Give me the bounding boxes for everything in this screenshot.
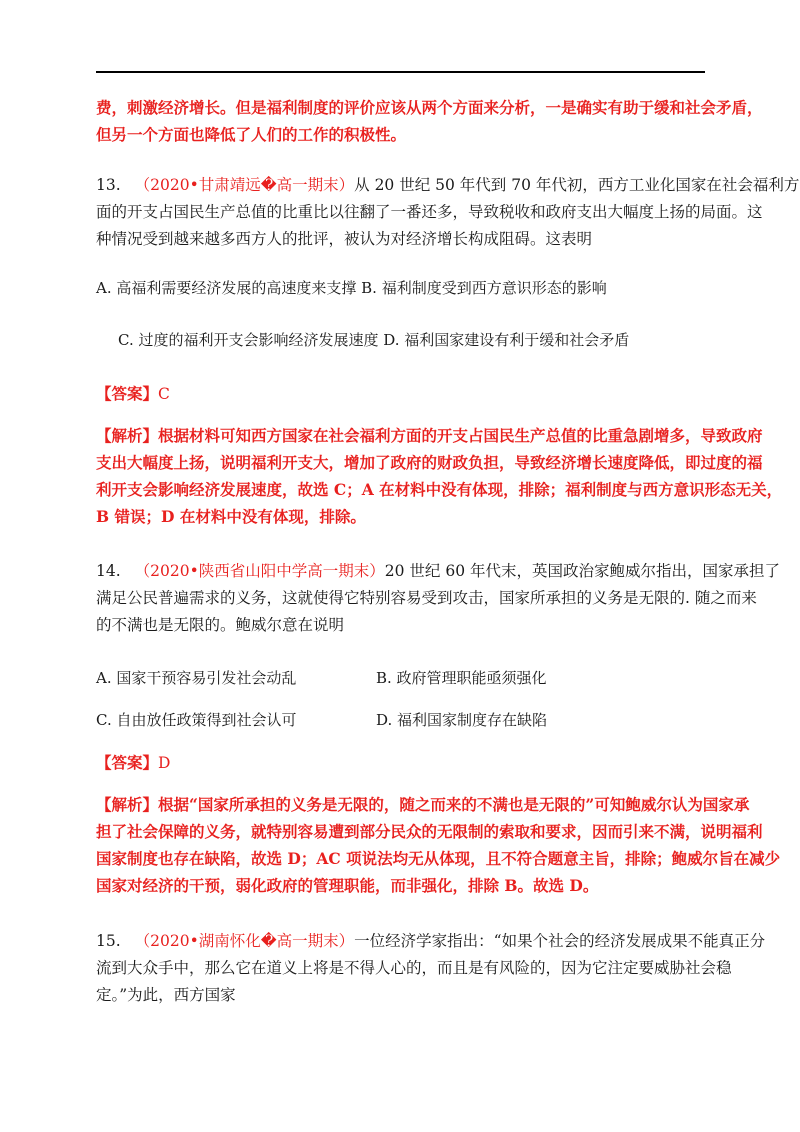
question-stem: 定。”为此，西方国家 (96, 986, 236, 1004)
analysis-line: B 错误；D 在材料中没有体现，排除。 (96, 507, 366, 526)
question-number: 13. (96, 176, 121, 194)
q14-options-row-1 (96, 667, 708, 689)
analysis-line: 【解析】根据“国家所承担的义务是无限的，随之而来的不满也是无限的”可知鲍威尔认为国家承 (96, 795, 750, 814)
answer-label: 【答案】 (96, 384, 159, 403)
prev-explanation-line: 但另一个方面也降低了人们的工作的积极性。 (96, 125, 407, 144)
q13-options-line-2: C. 过度的福利开支会影响经济发展速度 D. 福利国家建设有利于缓和社会矛盾 (118, 331, 630, 349)
question-source: （2020•甘肃靖远�高一期末） (134, 176, 355, 194)
q14-options-row-2 (96, 709, 708, 731)
q14-answer (96, 751, 708, 773)
analysis-line: 【解析】根据材料可知西方国家在社会福利方面的开支占国民生产总值的比重急剧增多，导致政府 (96, 426, 763, 445)
option-a: A. 国家干预容易引发社会动乱 (96, 669, 297, 687)
header-rule (96, 71, 705, 73)
q13-analysis (96, 422, 783, 530)
option-b: B. 政府管理职能亟须强化 (376, 669, 547, 687)
q13-answer (96, 382, 708, 404)
prev-explanation (96, 94, 763, 148)
analysis-line: 支出大幅度上扬，说明福利开支大，增加了政府的财政负担，导致经济增长速度降低，即过度的福 (96, 453, 763, 472)
analysis-line: 国家制度也存在缺陷，故选 D；AC 项说法均无从体现，且不符合题意主旨，排除；鲍威尔旨在减少 (96, 849, 781, 868)
question-stem: 一位经济学家指出：“如果个社会的经济发展成果不能真正分 (354, 932, 766, 950)
q14-analysis (96, 791, 781, 899)
question-stem: 面的开支占国民生产总值的比重比以往翻了一番还多，导致税收和政府支出大幅度上扬的局面。这 (96, 203, 763, 221)
answer-label: 【答案】 (96, 753, 159, 772)
option-c: C. 自由放任政策得到社会认可 (96, 711, 297, 729)
question-stem: 20 世纪 60 年代末，英国政治家鲍威尔指出，国家承担了 (384, 562, 780, 580)
analysis-line: 利开支会影响经济发展速度，故选 C；A 在材料中没有体现，排除；福利制度与西方意识形态无关， (96, 480, 783, 499)
option-d: D. 福利国家制度存在缺陷 (376, 711, 548, 729)
question-source: （2020•陕西省山阳中学高一期末） (134, 562, 385, 580)
question-13 (96, 172, 800, 253)
answer-value: D (158, 754, 171, 772)
question-stem: 流到大众手中，那么它在道义上将是不得人心的，而且是有风险的，因为它注定要威胁社会稳 (96, 959, 732, 977)
q13-options-line-1: A. 高福利需要经济发展的高速度来支撑 B. 福利制度受到西方意识形态的影响 (96, 279, 607, 297)
analysis-line: 担了社会保障的义务，就特别容易遭到部分民众的无限制的索取和要求，因而引来不满，说明福利 (96, 822, 763, 841)
question-stem: 从 20 世纪 50 年代到 70 年代初，西方工业化国家在社会福利方 (354, 176, 800, 194)
question-source: （2020•湖南怀化�高一期末） (134, 932, 355, 950)
question-number: 14. (96, 562, 121, 580)
analysis-line: 国家对经济的干预，弱化政府的管理职能，而非强化，排除 B。故选 D。 (96, 876, 599, 895)
question-stem: 的不满也是无限的。鲍威尔意在说明 (96, 616, 345, 634)
question-stem: 种情况受到越来越多西方人的批评，被认为对经济增长构成阻碍。这表明 (96, 230, 593, 248)
question-number: 15. (96, 932, 121, 950)
question-14 (96, 558, 780, 639)
answer-value: C (158, 385, 170, 403)
question-stem: 满足公民普遍需求的义务，这就使得它特别容易受到攻击，国家所承担的义务是无限的. 随之而来 (96, 589, 757, 607)
question-15 (96, 928, 766, 1009)
prev-explanation-line: 费，刺激经济增长。但是福利制度的评价应该从两个方面来分析，一是确实有助于缓和社会矛盾， (96, 98, 763, 117)
